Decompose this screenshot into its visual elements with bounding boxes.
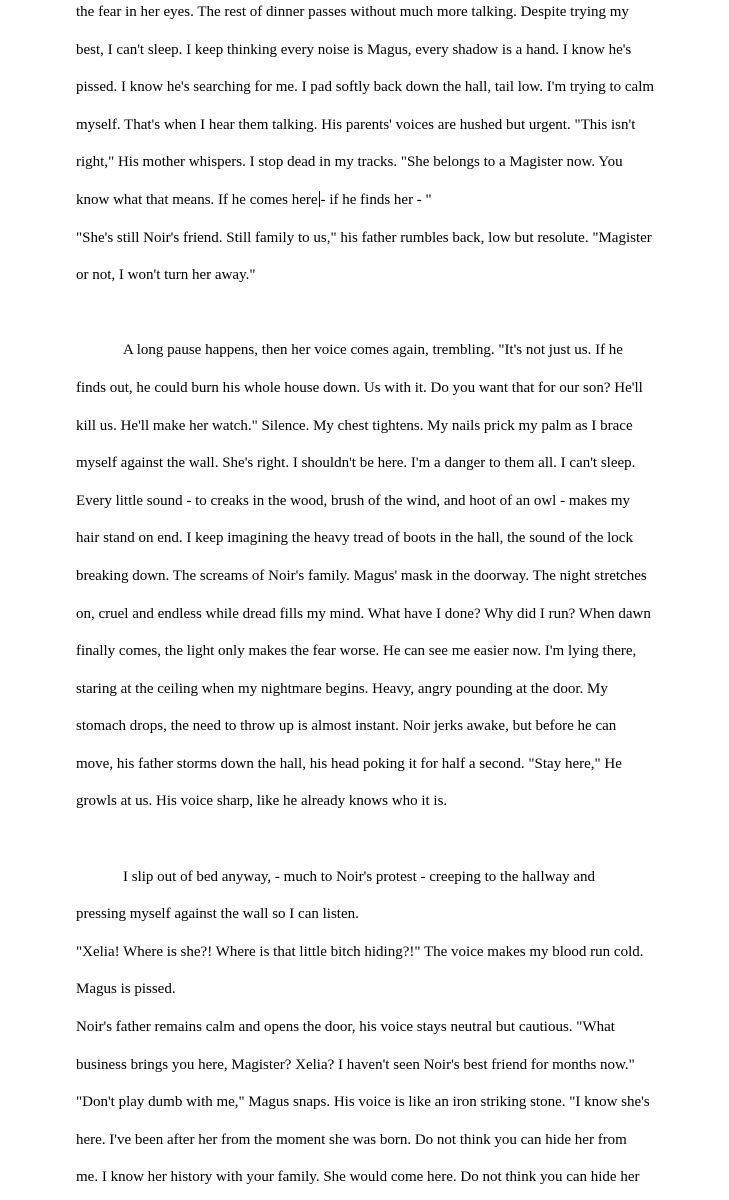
text-line: Every little sound - to creaks in the wood, brush of the wind, and hoot of an owl - makes my bbox=[76, 492, 631, 509]
text-line: myself. That's when I hear them talking. His parents' voices are hushed but urgent. "This isn't bbox=[76, 116, 636, 133]
text-line: move, his father storms down the hall, his head poking it for half a second. "Stay here," He bbox=[76, 755, 622, 772]
paragraph-gap bbox=[76, 295, 656, 333]
paragraph-first-line: A long pause happens, then her voice comes again, trembling. "It's not just us. If he bbox=[123, 342, 623, 359]
paragraph-first-line: I slip out of bed anyway, - much to Noir's protest - creeping to the hallway and bbox=[123, 868, 596, 885]
text-line: here. I've been after her from the moment she was born. Do not think you can hide her from bbox=[76, 1131, 627, 1148]
text-line: staring at the ceiling when my nightmare begins. Heavy, angry pounding at the door. My bbox=[76, 680, 608, 697]
text-line: myself against the wall. She's right. I shouldn't be here. I'm a danger to them all. I can't sleep. bbox=[76, 455, 636, 472]
text-line: pissed. I know he's searching for me. I pad softly back down the hall, tail low. I'm trying to calm bbox=[76, 79, 655, 96]
text-line: "She's still Noir's friend. Still family to us," his father rumbles back, low but resolute. "Magister bbox=[76, 229, 652, 246]
text-line-with-cursor bbox=[76, 182, 656, 220]
text-line: right," His mother whispers. I stop dead in my tracks. "She belongs to a Magister now. You bbox=[76, 154, 623, 171]
text-line: breaking down. The screams of Noir's family. Magus' mask in the doorway. The night stretches bbox=[76, 567, 647, 584]
text-line: finds out, he could burn his whole house down. Us with it. Do you want that for our son? He'll bbox=[76, 379, 643, 396]
text-line: Magus is pissed. bbox=[76, 981, 176, 998]
text-after-cursor: - if he finds her - " bbox=[320, 191, 432, 208]
text-line: "Don't play dumb with me," Magus snaps. His voice is like an iron striking stone. "I know she's bbox=[76, 1094, 650, 1111]
text-before-cursor: know what that means. If he comes here bbox=[76, 191, 318, 208]
document-body[interactable] bbox=[76, 0, 656, 1197]
text-line: "Xelia! Where is she?! Where is that little bitch hiding?!" The voice makes my blood run cold. bbox=[76, 943, 644, 960]
text-line: me. I know her history with your family. She would come here. Do not think you can hide her bbox=[76, 1169, 640, 1186]
text-line: pressing myself against the wall so I can listen. bbox=[76, 906, 359, 923]
text-line: business brings you here, Magister? Xelia? I haven't seen Noir's best friend for months now." bbox=[76, 1056, 635, 1073]
text-line: the fear in her eyes. The rest of dinner passes without much more talking. Despite trying my bbox=[76, 4, 629, 20]
text-line: stomach drops, the need to throw up is almost instant. Noir jerks awake, but before he can bbox=[76, 718, 617, 735]
text-line: on, cruel and endless while dread fills my mind. What have I done? Why did I run? When dawn bbox=[76, 605, 651, 622]
text-line: or not, I won't turn her away." bbox=[76, 267, 256, 284]
text-line: kill us. He'll make her watch." Silence. My chest tightens. My nails prick my palm as I brace bbox=[76, 417, 633, 434]
text-line: hair stand on end. I keep imagining the heavy tread of boots in the hall, the sound of the lock bbox=[76, 530, 633, 547]
text-cursor bbox=[319, 191, 320, 207]
text-line: finally comes, the light only makes the fear worse. He can see me easier now. I'm lying there, bbox=[76, 643, 637, 660]
text-line: Noir's father remains calm and opens the door, his voice stays neutral but cautious. "What bbox=[76, 1019, 615, 1036]
text-line: best, I can't sleep. I keep thinking every noise is Magus, every shadow is a hand. I know he's bbox=[76, 41, 632, 58]
paragraph-gap bbox=[76, 821, 656, 859]
text-line: growls at us. His voice sharp, like he already knows who it is. bbox=[76, 793, 448, 810]
